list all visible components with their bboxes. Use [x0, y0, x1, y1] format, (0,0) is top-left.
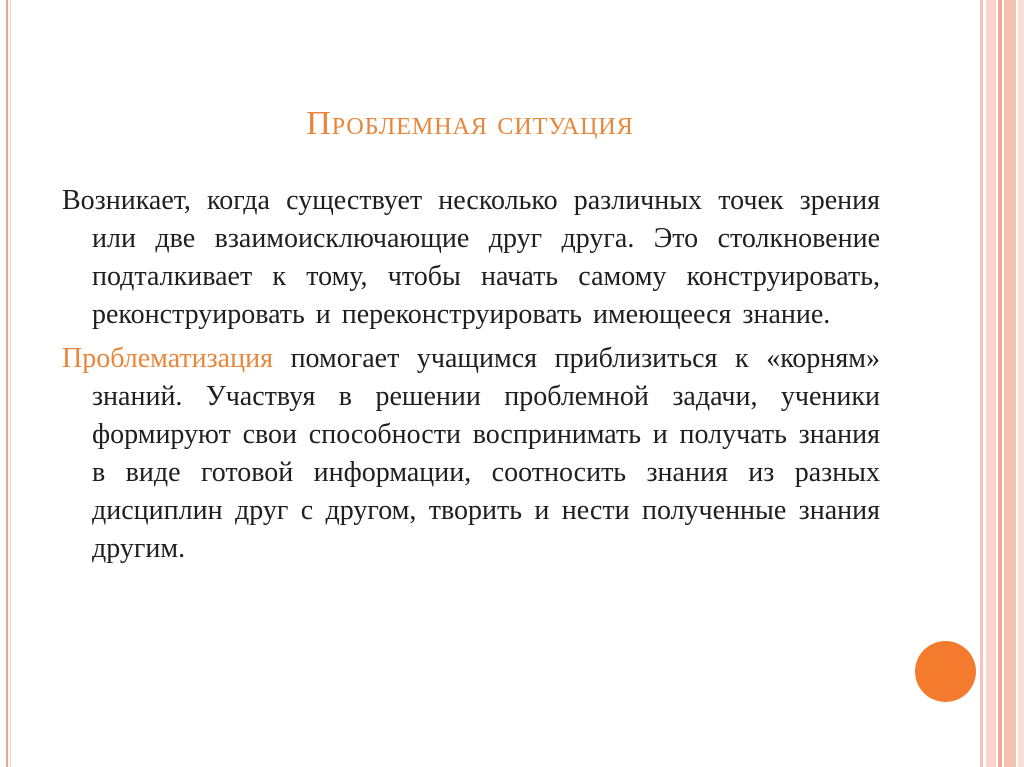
- paragraph-1-text: Возникает, когда существует несколько различных точек зрения или две взаимоисключающие друг друга. Это столкновение подталкивает к тому, чтобы начать самому конструировать, реконструировать и переконструировать имеющееся знание.: [62, 185, 880, 330]
- stripe: [1018, 0, 1024, 767]
- stripe: [998, 0, 1002, 767]
- right-decorative-stripes: [980, 0, 1024, 767]
- highlighted-term: Проблематизация: [62, 343, 273, 374]
- decorative-circle: [915, 641, 976, 702]
- stripe: [1004, 0, 1016, 767]
- stripe: [986, 0, 996, 767]
- stripe: [980, 0, 983, 767]
- paragraph-2-text: помогает учащимся приблизиться к «корням» знаний. Участвуя в решении проблемной задачи, ученики формируют свои способности воспринимать и получать знания в виде готовой информации, соотносить знания из разных дисциплин друг с другом, творить и нести полученные знания другим.: [92, 343, 880, 564]
- paragraph-1: [62, 182, 880, 334]
- paragraph-2: [62, 340, 880, 568]
- slide-body: [62, 182, 880, 574]
- slide-title: Проблемная ситуация: [306, 105, 634, 142]
